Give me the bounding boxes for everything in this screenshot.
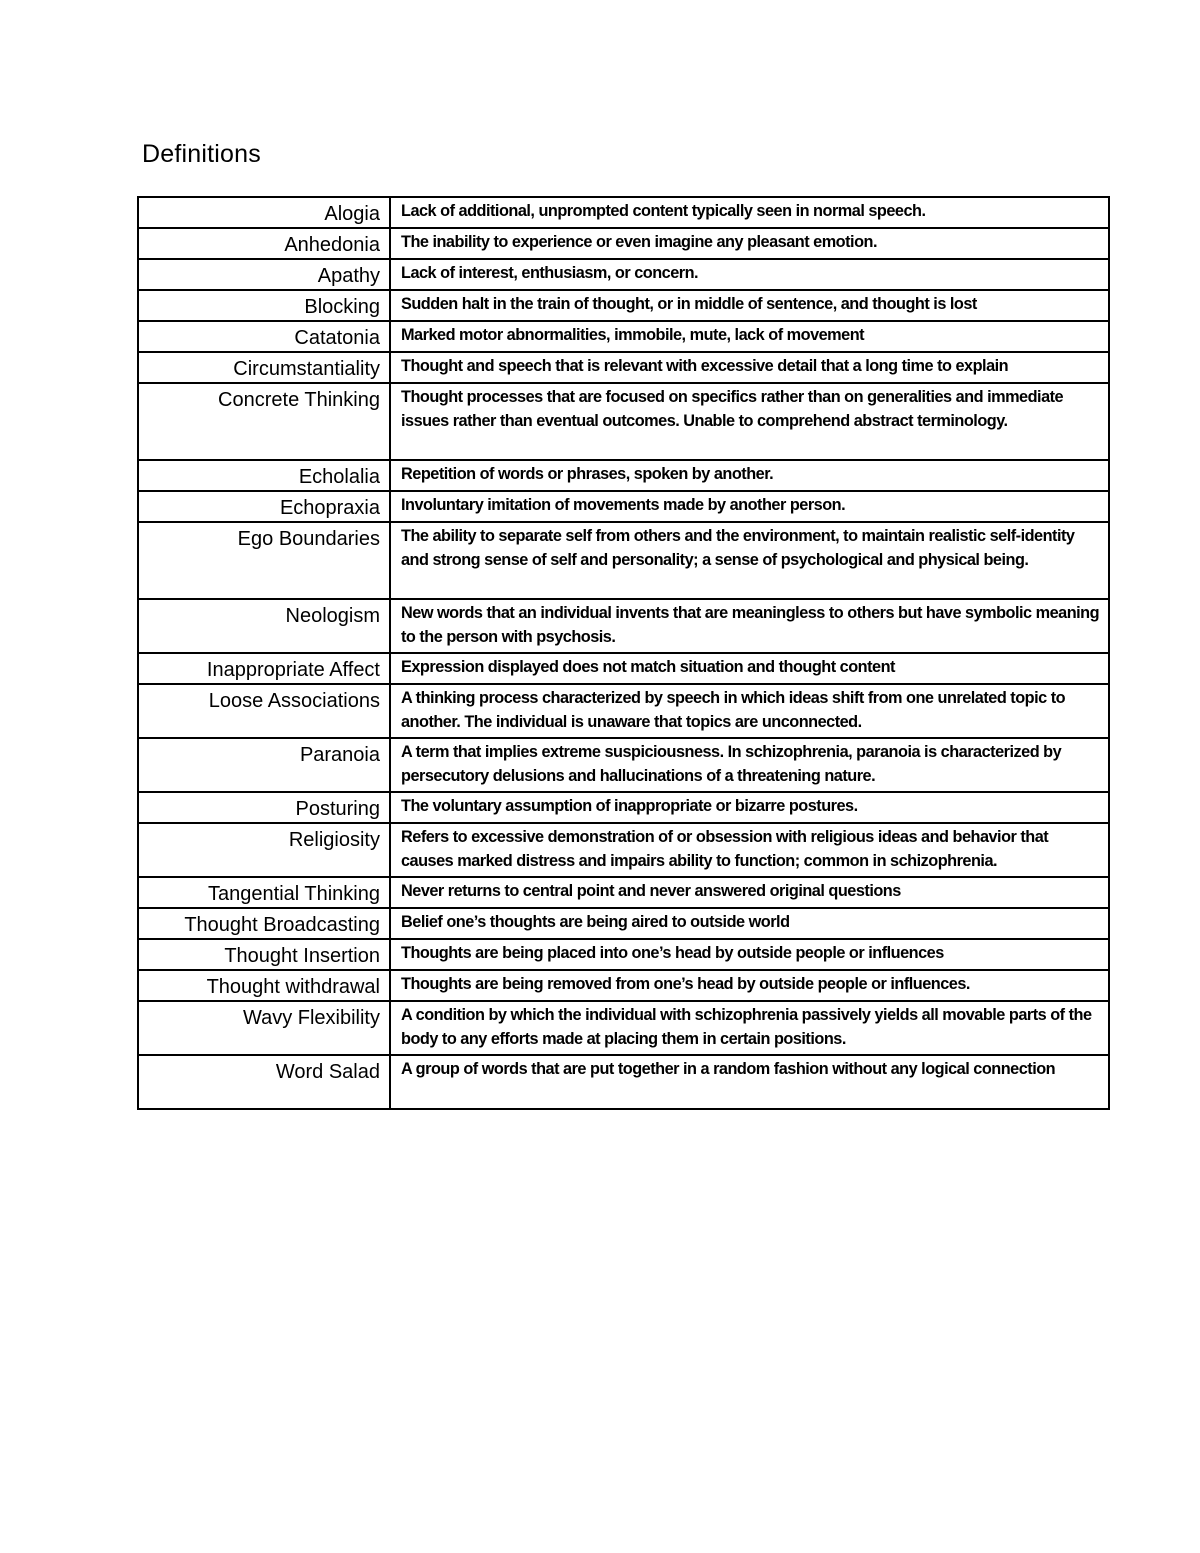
definition-cell: Thoughts are being placed into one’s head by outside people or influences xyxy=(390,939,1109,970)
term-cell: Tangential Thinking xyxy=(138,877,390,908)
table-row xyxy=(138,970,1109,1001)
table-row xyxy=(138,877,1109,908)
term-cell: Religiosity xyxy=(138,823,390,877)
term-cell: Echopraxia xyxy=(138,491,390,522)
table-row xyxy=(138,491,1109,522)
definition-cell: Belief one’s thoughts are being aired to outside world xyxy=(390,908,1109,939)
definition-cell: The voluntary assumption of inappropriate or bizarre postures. xyxy=(390,792,1109,823)
definition-cell: Repetition of words or phrases, spoken by another. xyxy=(390,460,1109,491)
term-cell: Ego Boundaries xyxy=(138,522,390,599)
table-row xyxy=(138,792,1109,823)
table-row xyxy=(138,908,1109,939)
definition-cell: Expression displayed does not match situation and thought content xyxy=(390,653,1109,684)
definition-cell: The ability to separate self from others and the environment, to maintain realistic self-identity and strong sense of self and personality; a sense of psychological and physical being. xyxy=(390,522,1109,599)
definition-cell: Thought processes that are focused on specifics rather than on generalities and immediate issues rather than eventual outcomes. Unable to comprehend abstract terminology. xyxy=(390,383,1109,460)
definition-cell: Thought and speech that is relevant with excessive detail that a long time to explain xyxy=(390,352,1109,383)
term-cell: Neologism xyxy=(138,599,390,653)
table-row xyxy=(138,653,1109,684)
page-title: Definitions xyxy=(142,140,261,168)
table-row xyxy=(138,383,1109,460)
table-row xyxy=(138,352,1109,383)
term-cell: Echolalia xyxy=(138,460,390,491)
table-row xyxy=(138,823,1109,877)
definition-cell: A thinking process characterized by speech in which ideas shift from one unrelated topic to another. The individual is unaware that topics are unconnected. xyxy=(390,684,1109,738)
term-cell: Inappropriate Affect xyxy=(138,653,390,684)
table-row xyxy=(138,939,1109,970)
definition-cell: Lack of interest, enthusiasm, or concern. xyxy=(390,259,1109,290)
term-cell: Concrete Thinking xyxy=(138,383,390,460)
term-cell: Thought withdrawal xyxy=(138,970,390,1001)
table-row xyxy=(138,738,1109,792)
term-cell: Word Salad xyxy=(138,1055,390,1109)
definition-cell: Involuntary imitation of movements made by another person. xyxy=(390,491,1109,522)
table-row xyxy=(138,197,1109,228)
term-cell: Thought Insertion xyxy=(138,939,390,970)
table-row xyxy=(138,1055,1109,1109)
table-row xyxy=(138,290,1109,321)
definition-cell: Refers to excessive demonstration of or obsession with religious ideas and behavior that causes marked distress and impairs ability to function; common in schizophrenia. xyxy=(390,823,1109,877)
definition-cell: A group of words that are put together in a random fashion without any logical connection xyxy=(390,1055,1109,1109)
definition-cell: A term that implies extreme suspiciousness. In schizophrenia, paranoia is characterized by persecutory delusions and hallucinations of a threatening nature. xyxy=(390,738,1109,792)
term-cell: Wavy Flexibility xyxy=(138,1001,390,1055)
definitions-table xyxy=(137,196,1110,1110)
term-cell: Blocking xyxy=(138,290,390,321)
table-row xyxy=(138,1001,1109,1055)
table-row xyxy=(138,228,1109,259)
definition-cell: Marked motor abnormalities, immobile, mute, lack of movement xyxy=(390,321,1109,352)
term-cell: Loose Associations xyxy=(138,684,390,738)
table-row xyxy=(138,460,1109,491)
term-cell: Posturing xyxy=(138,792,390,823)
definition-cell: Never returns to central point and never answered original questions xyxy=(390,877,1109,908)
term-cell: Catatonia xyxy=(138,321,390,352)
term-cell: Paranoia xyxy=(138,738,390,792)
term-cell: Circumstantiality xyxy=(138,352,390,383)
term-cell: Thought Broadcasting xyxy=(138,908,390,939)
table-row xyxy=(138,259,1109,290)
table-row xyxy=(138,684,1109,738)
term-cell: Alogia xyxy=(138,197,390,228)
definition-cell: A condition by which the individual with schizophrenia passively yields all movable parts of the body to any efforts made at placing them in certain positions. xyxy=(390,1001,1109,1055)
table-row xyxy=(138,522,1109,599)
term-cell: Anhedonia xyxy=(138,228,390,259)
definition-cell: New words that an individual invents that are meaningless to others but have symbolic meaning to the person with psychosis. xyxy=(390,599,1109,653)
definition-cell: Thoughts are being removed from one’s head by outside people or influences. xyxy=(390,970,1109,1001)
table-row xyxy=(138,321,1109,352)
table-row xyxy=(138,599,1109,653)
definition-cell: The inability to experience or even imagine any pleasant emotion. xyxy=(390,228,1109,259)
term-cell: Apathy xyxy=(138,259,390,290)
definition-cell: Sudden halt in the train of thought, or in middle of sentence, and thought is lost xyxy=(390,290,1109,321)
definition-cell: Lack of additional, unprompted content typically seen in normal speech. xyxy=(390,197,1109,228)
